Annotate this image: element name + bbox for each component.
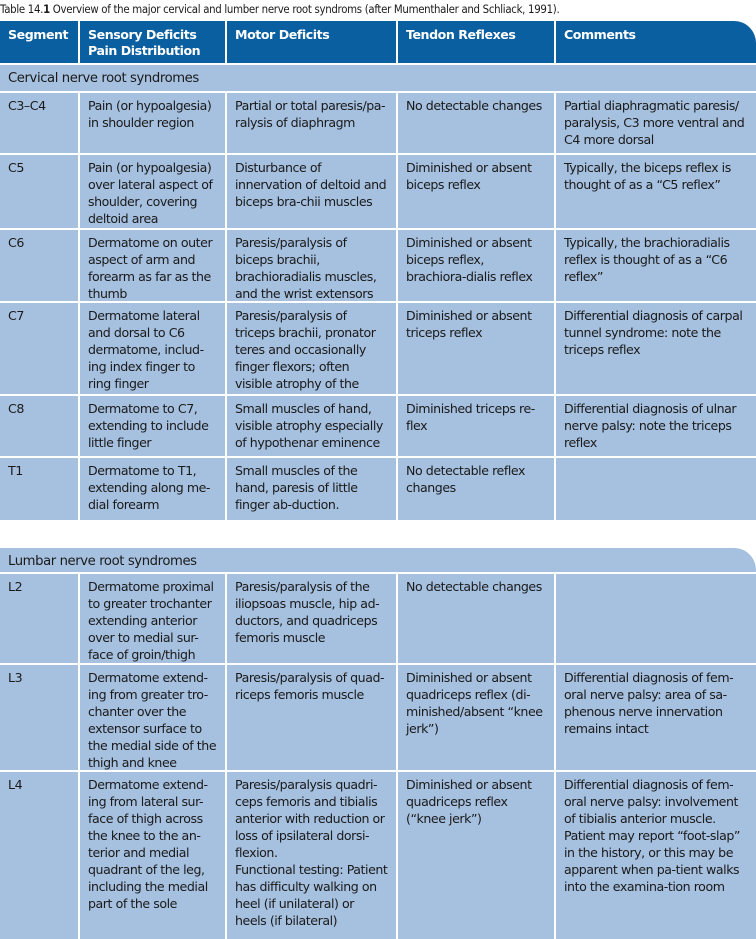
table-row <box>0 772 756 939</box>
cell-motor-deficits: Partial or total paresis/pa-ralysis of diaphragm <box>227 93 398 153</box>
header-motor-deficits: Motor Deficits <box>227 21 398 63</box>
cell-segment: C8 <box>0 396 80 456</box>
caption-label: Table 14. <box>0 2 44 16</box>
cell-comments: Differential diagnosis of carpal tunnel syndrome: note the triceps reflex <box>556 303 756 394</box>
cell-segment: C3–C4 <box>0 93 80 153</box>
cell-motor-deficits: Small muscles of hand, visible atrophy especially of hypothenar eminence <box>227 396 398 456</box>
cell-sensory-deficits: Dermatome lateral and dorsal to C6 dermatome, includ-ing index finger to ring finger <box>80 303 227 394</box>
table-row <box>0 93 756 153</box>
cell-motor-deficits: Paresis/paralysis of quad-riceps femoris muscle <box>227 665 398 770</box>
section-heading-cervical: Cervical nerve root syndromes <box>0 65 756 91</box>
cell-motor-deficits: Small muscles of the hand, paresis of little finger ab-duction. <box>227 458 398 520</box>
cell-tendon-reflexes: Diminished triceps re-flex <box>398 396 556 456</box>
cell-tendon-reflexes: No detectable changes <box>398 574 556 663</box>
cell-motor-deficits: Paresis/paralysis of triceps brachii, pronator teres and occasionally finger flexors; often visible atrophy of the <box>227 303 398 394</box>
cell-sensory-deficits: Pain (or hypoalgesia) over lateral aspect of shoulder, covering deltoid area <box>80 155 227 228</box>
cell-comments: Typically, the brachioradialis reflex is thought of as a “C6 reflex” <box>556 230 756 301</box>
cell-segment: L3 <box>0 665 80 770</box>
cell-motor-deficits: Disturbance of innervation of deltoid and biceps bra-chii muscles <box>227 155 398 228</box>
caption-number: 1 <box>43 2 50 16</box>
table-caption <box>0 0 665 18</box>
cell-sensory-deficits: Pain (or hypoalgesia) in shoulder region <box>80 93 227 153</box>
cell-tendon-reflexes: Diminished or absent quadriceps reflex (“knee jerk”) <box>398 772 556 939</box>
cell-comments: Differential diagnosis of fem-oral nerve palsy: area of sa-phenous nerve innervation remains intact <box>556 665 756 770</box>
cell-motor-deficits: Paresis/paralysis of biceps brachii, brachioradialis muscles, and the wrist extensors <box>227 230 398 301</box>
cell-comments: Partial diaphragmatic paresis/ paralysis, C3 more ventral and C4 more dorsal <box>556 93 756 153</box>
header-segment: Segment <box>0 21 80 63</box>
cell-segment: C7 <box>0 303 80 394</box>
table-row <box>0 230 756 301</box>
cell-segment: T1 <box>0 458 80 520</box>
table-row <box>0 574 756 663</box>
cell-tendon-reflexes: Diminished or absent triceps reflex <box>398 303 556 394</box>
cell-comments <box>556 574 756 663</box>
cell-comments: Differential diagnosis of ulnar nerve palsy: note the triceps reflex <box>556 396 756 456</box>
cell-tendon-reflexes: Diminished or absent biceps reflex, brachiora-dialis reflex <box>398 230 556 301</box>
cell-sensory-deficits: Dermatome extend-ing from greater tro-chanter over the extensor surface to the medial side of the thigh and knee <box>80 665 227 770</box>
cell-comments: Typically, the biceps reflex is thought of as a “C5 reflex” <box>556 155 756 228</box>
cell-segment: C6 <box>0 230 80 301</box>
section-heading-lumbar: Lumbar nerve root syndromes <box>0 548 756 572</box>
cell-segment: L4 <box>0 772 80 939</box>
cell-comments <box>556 458 756 520</box>
cell-tendon-reflexes: Diminished or absent quadriceps reflex (di-minished/absent “knee jerk”) <box>398 665 556 770</box>
header-comments: Comments <box>556 21 756 63</box>
table-header-row <box>0 21 756 63</box>
cell-sensory-deficits: Dermatome to C7, extending to include little finger <box>80 396 227 456</box>
cell-motor-deficits: Paresis/paralysis of the iliopsoas muscle, hip ad-ductors, and quadriceps femoris muscle <box>227 574 398 663</box>
header-tendon-reflexes: Tendon Reflexes <box>398 21 556 63</box>
cell-tendon-reflexes: Diminished or absent biceps reflex <box>398 155 556 228</box>
cell-sensory-deficits: Dermatome proximal to greater trochanter extending anterior over to medial sur-face of groin/thigh <box>80 574 227 663</box>
cell-segment: L2 <box>0 574 80 663</box>
cell-sensory-deficits: Dermatome to T1, extending along me-dial forearm <box>80 458 227 520</box>
table-row <box>0 396 756 456</box>
header-sensory-deficits: Sensory Deficits Pain Distribution <box>80 21 227 63</box>
cell-segment: C5 <box>0 155 80 228</box>
cell-tendon-reflexes: No detectable reflex changes <box>398 458 556 520</box>
table-row <box>0 155 756 228</box>
table-row <box>0 458 756 520</box>
cell-comments: Differential diagnosis of fem-oral nerve palsy: involvement of tibialis anterior muscle. Patient may report “foot-slap” in the history, or this may be apparent when pa-tient walks into the examina-tion room <box>556 772 756 939</box>
cell-sensory-deficits: Dermatome extend-ing from lateral sur-face of thigh across the knee to the an-terior and medial quadrant of the leg, including the medial part of the sole <box>80 772 227 939</box>
caption-text: Overview of the major cervical and lumber nerve root syndroms (after Mumenthaler and Schliack, 1991). <box>49 2 560 16</box>
cell-sensory-deficits: Dermatome on outer aspect of arm and forearm as far as the thumb <box>80 230 227 301</box>
table-row <box>0 665 756 770</box>
table-row <box>0 303 756 394</box>
cell-tendon-reflexes: No detectable changes <box>398 93 556 153</box>
cell-motor-deficits: Paresis/paralysis quadri-ceps femoris and tibialis anterior with reduction or loss of ipsilateral dorsi-flexion. Functional testing: Patient has difficulty walking on heel (if unilateral) or heels (if bilateral) <box>227 772 398 939</box>
